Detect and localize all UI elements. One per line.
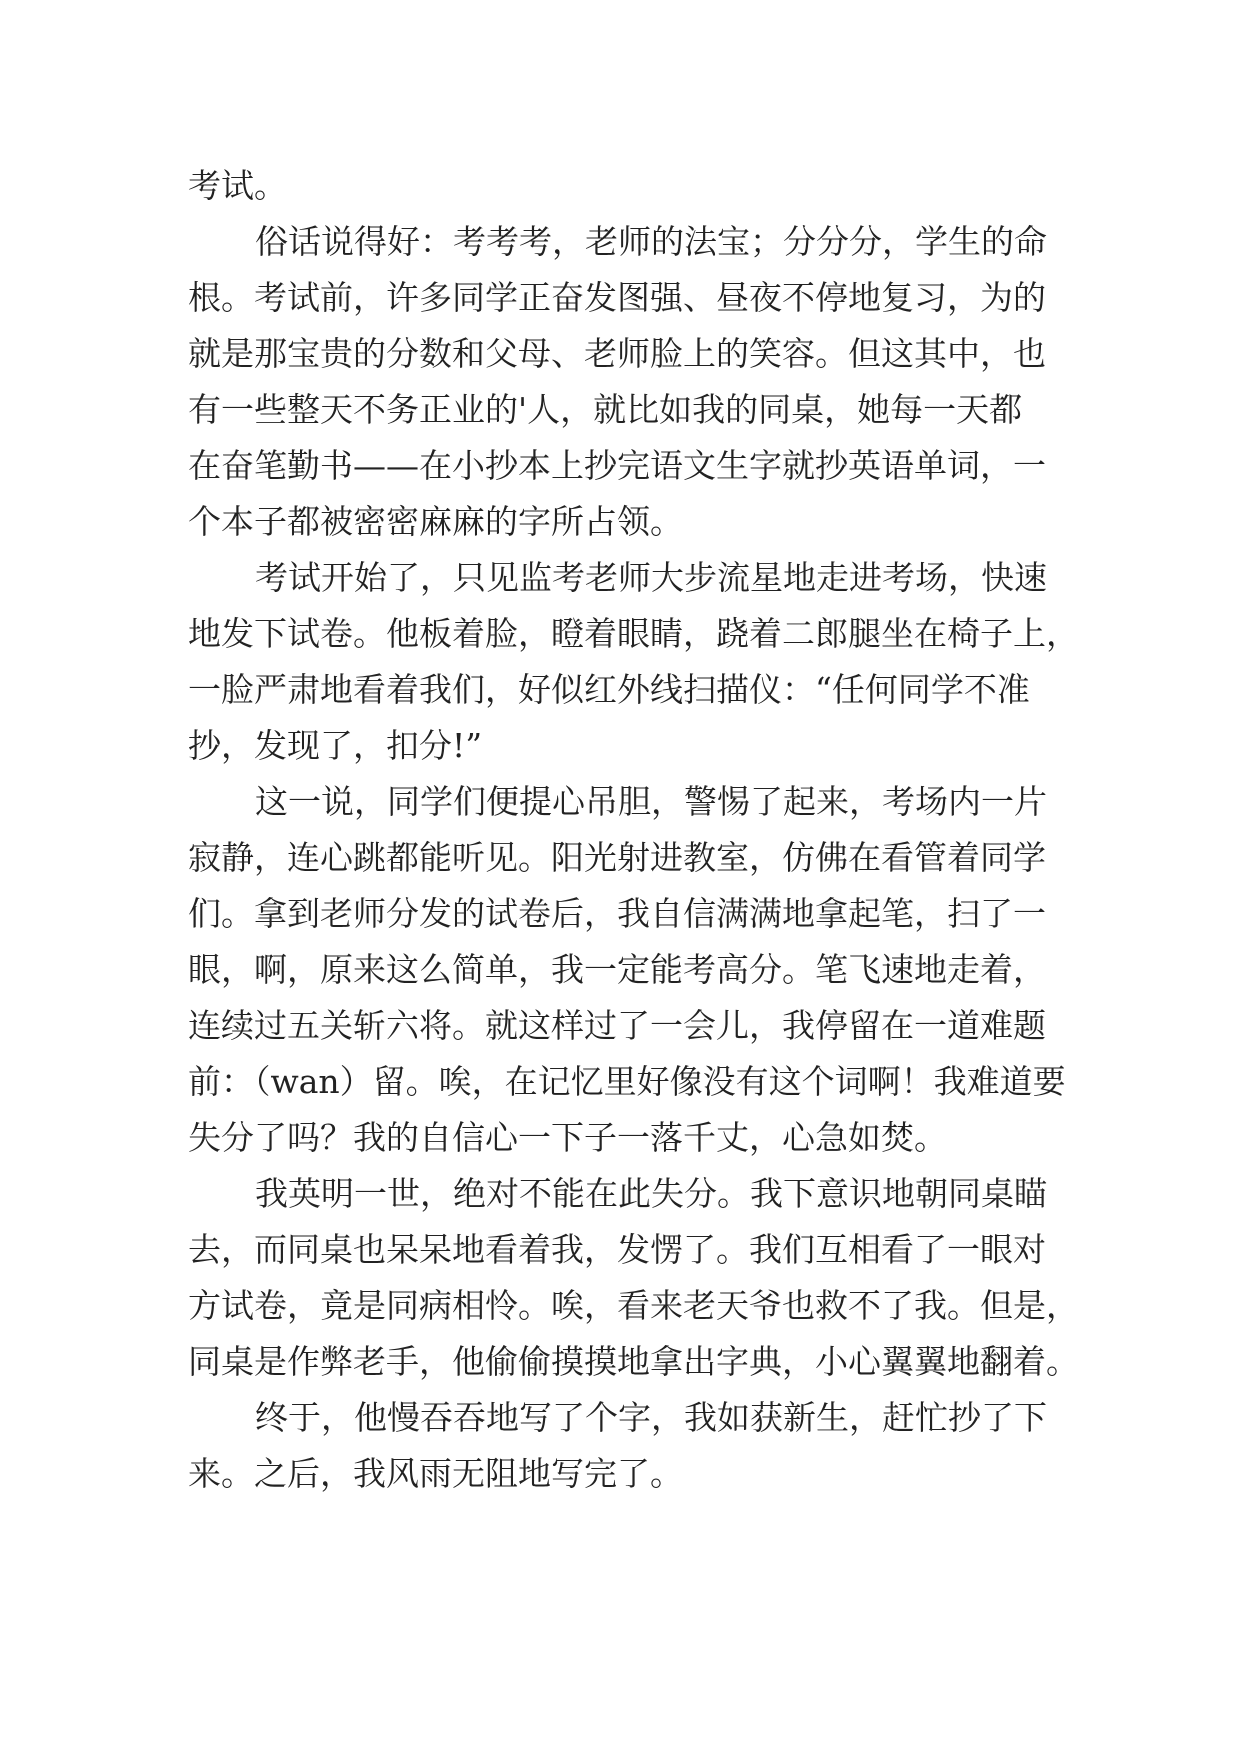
text-line: 眼，啊，原来这么简单，我一定能考高分。笔飞速地走着，: [188, 950, 1046, 989]
essay-body: [188, 158, 1079, 1502]
text-line: 们。拿到老师分发的试卷后，我自信满满地拿起笔，扫了一: [188, 894, 1046, 933]
text-line: 同桌是作弊老手，他偷偷摸摸地拿出字典，小心翼翼地翻着。: [188, 1342, 1079, 1381]
text-line: 来。之后，我风雨无阻地写完了。: [188, 1454, 683, 1493]
text-line: 考试。: [188, 166, 287, 205]
text-line: 个本子都被密密麻麻的字所占领。: [188, 502, 683, 541]
text-line: 方试卷，竟是同病相怜。唉，看来老天爷也救不了我。但是，: [188, 1286, 1079, 1325]
text-line: 俗话说得好：考考考，老师的法宝；分分分，学生的命: [255, 222, 1047, 261]
text-line: 考试开始了，只见监考老师大步流星地走进考场，快速: [255, 558, 1047, 597]
text-line: 有一些整天不务正业的'人，就比如我的同桌，她每一天都: [188, 390, 1023, 429]
text-line: 这一说，同学们便提心吊胆，警惕了起来，考场内一片: [255, 782, 1047, 821]
text-line: 一脸严肃地看着我们，好似红外线扫描仪：“任何同学不准: [188, 670, 1030, 709]
text-line: 失分了吗？我的自信心一下子一落千丈，心急如焚。: [188, 1118, 947, 1157]
text-line: 去，而同桌也呆呆地看着我，发愣了。我们互相看了一眼对: [188, 1230, 1046, 1269]
text-line: 在奋笔勤书——在小抄本上抄完语文生字就抄英语单词，一: [188, 446, 1046, 485]
text-line: 抄，发现了，扣分!”: [188, 726, 483, 765]
text-line: 根。考试前，许多同学正奋发图强、昼夜不停地复习，为的: [188, 278, 1046, 317]
text-line: 就是那宝贵的分数和父母、老师脸上的笑容。但这其中，也: [188, 334, 1046, 373]
text-line: 地发下试卷。他板着脸，瞪着眼睛，跷着二郎腿坐在椅子上，: [188, 614, 1079, 653]
text-line: 前：（wan）留。唉，在记忆里好像没有这个词啊！我难道要: [188, 1062, 1066, 1101]
text-line: 寂静，连心跳都能听见。阳光射进教室，仿佛在看管着同学: [188, 838, 1046, 877]
text-line: 我英明一世，绝对不能在此失分。我下意识地朝同桌瞄: [255, 1174, 1047, 1213]
text-line: 终于，他慢吞吞地写了个字，我如获新生，赶忙抄了下: [255, 1398, 1047, 1437]
text-line: 连续过五关斩六将。就这样过了一会儿，我停留在一道难题: [188, 1006, 1046, 1045]
